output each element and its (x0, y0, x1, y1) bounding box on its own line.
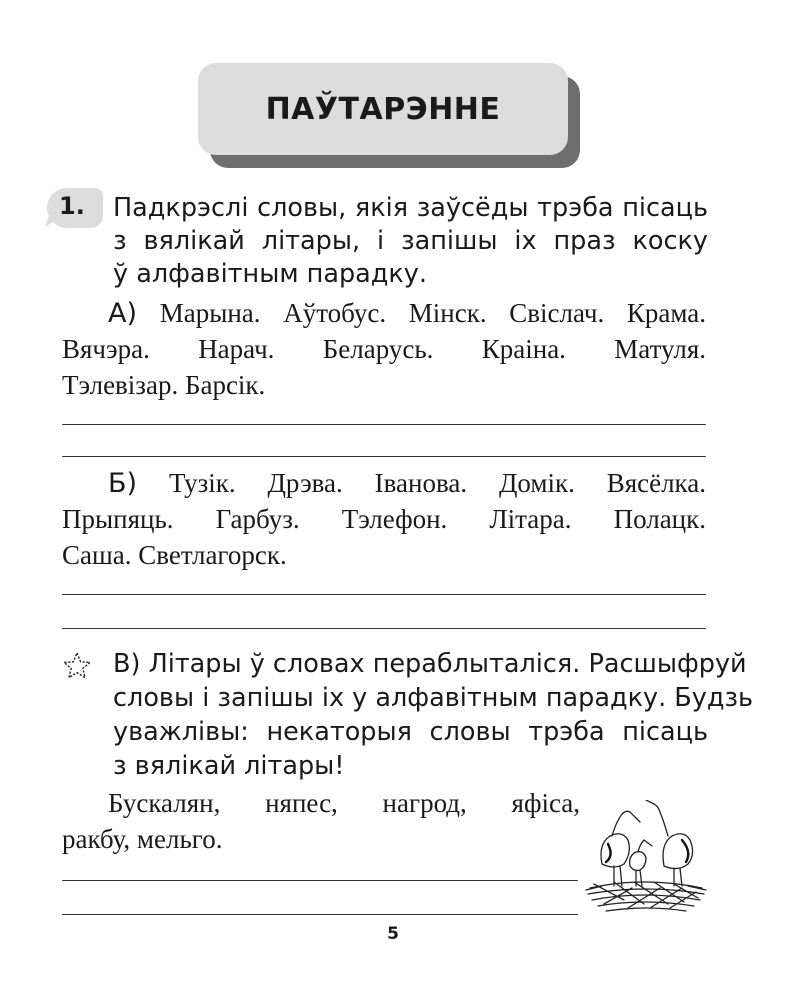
exercise-c-line: уважлівы: некаторыя словы трэба пісаць (113, 717, 708, 747)
exercise-c-line: з вялікай літары! (113, 751, 345, 781)
exercise-a-text: Марына. Аўтобус. Мінск. Свіслач. Крама. (159, 298, 707, 328)
exercise-c-words-line: ракбу, мельго. (62, 824, 223, 854)
page-title: ПАЎТАРЭННЕ (265, 91, 501, 127)
writing-line[interactable] (62, 424, 706, 425)
exercise-c-line: словы і запішы іх у алфавітным парадку. Будзь (113, 683, 754, 713)
exercise-b-label: Б) (108, 468, 138, 499)
exercise-c-words-line: Бускалян, няпес, нагрод, яфіса, (108, 788, 580, 818)
exercise-a-line: Вячэра. Нарач. Беларусь. Краіна. Матуля. (62, 334, 706, 364)
storks-in-nest-illustration (584, 800, 708, 918)
exercise-b-text: Тузік. Дрэва. Іванова. Домік. Вясёлка. (168, 468, 707, 498)
exercise-b-line: Прыпяць. Гарбуз. Тэлефон. Літара. Полацк. (62, 504, 706, 534)
writing-line[interactable] (62, 456, 706, 457)
title-banner (198, 63, 568, 155)
exercise-c-label: В) (113, 649, 141, 679)
task-number: 1. (59, 192, 85, 220)
writing-line[interactable] (62, 880, 578, 881)
task-instruction-line: Падкрэслі словы, якія заўсёды трэба пісаць (113, 193, 708, 223)
exercise-a-line (108, 296, 706, 331)
task-instruction-line: ў алфавітным парадку. (113, 259, 428, 289)
star-outline-icon (62, 651, 92, 681)
writing-line[interactable] (62, 594, 706, 595)
exercise-a-line: Тэлевізар. Барсік. (62, 370, 266, 400)
exercise-b-line: Саша. Светлагорск. (62, 540, 287, 570)
exercise-c-text: Літары ў словах пераблыталіся. Расшыфруй (148, 649, 747, 679)
page-number: 5 (387, 924, 399, 944)
writing-line[interactable] (62, 628, 706, 629)
exercise-c-line (113, 648, 747, 680)
task-instruction-line: з вялікай літары, і запішы іх праз коску (113, 226, 708, 256)
exercise-a-label: А) (108, 298, 138, 329)
writing-line[interactable] (62, 914, 578, 915)
exercise-b-line (108, 466, 706, 501)
